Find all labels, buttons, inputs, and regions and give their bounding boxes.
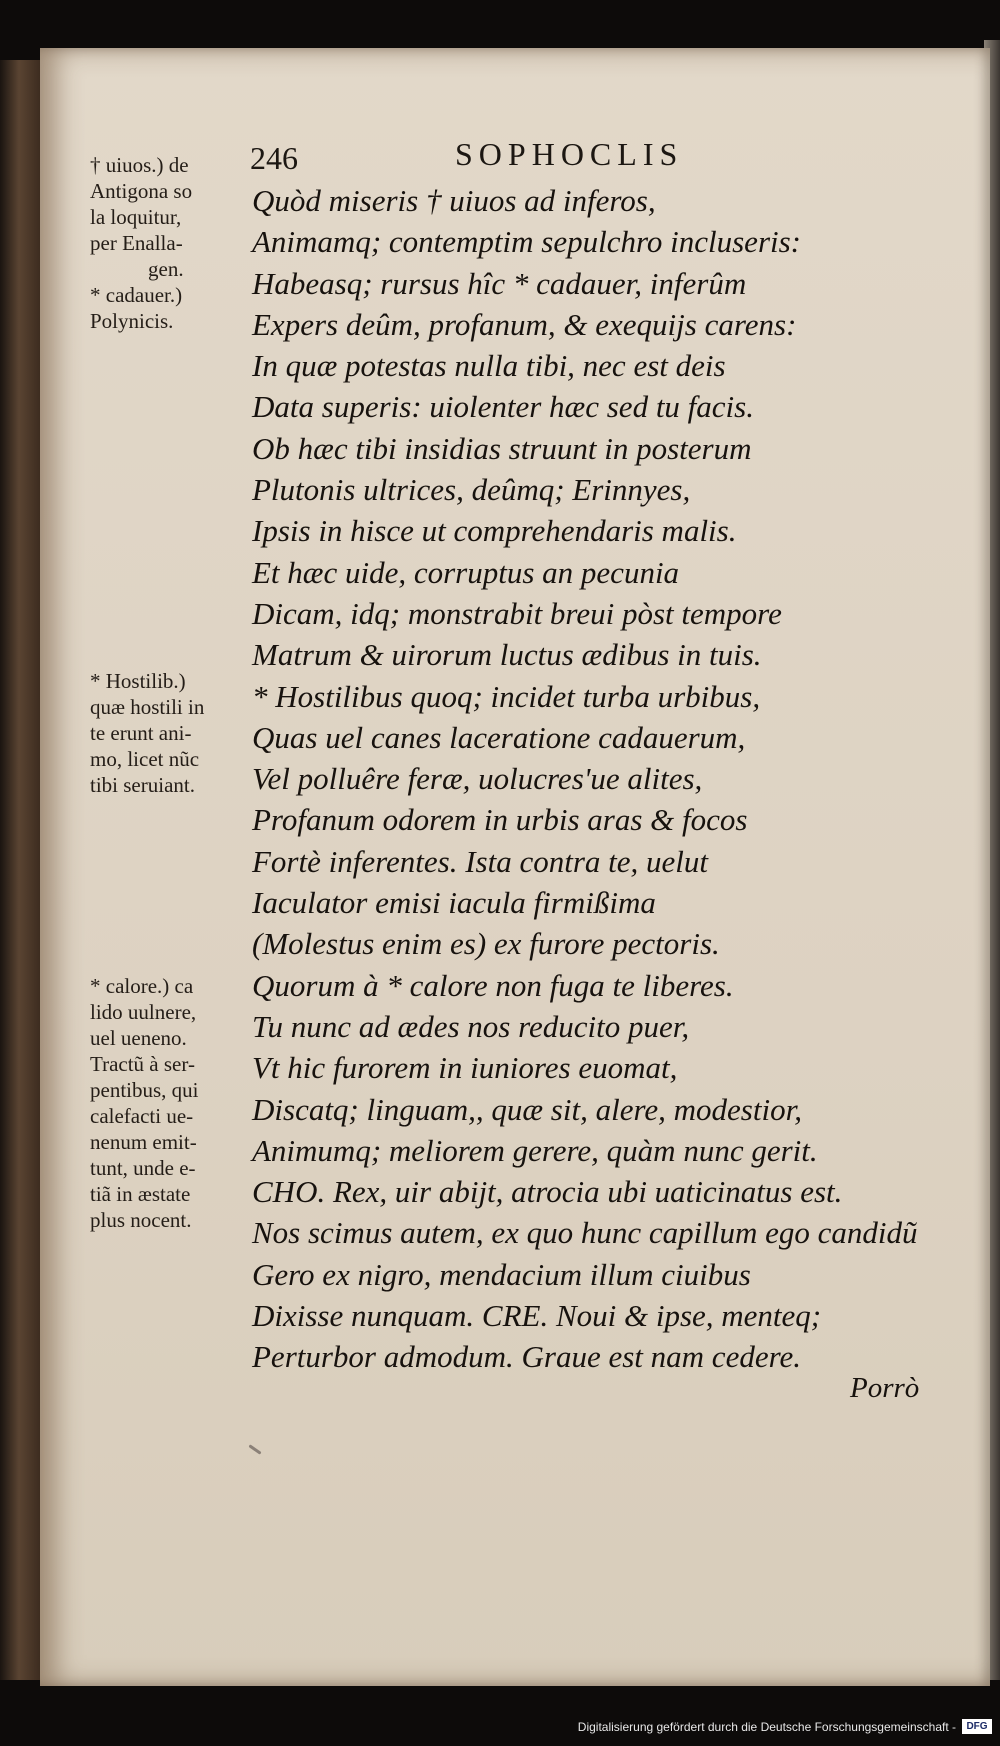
note-line: tibi seruiant. [90, 773, 195, 797]
note-line: * Hostilib.) [90, 669, 186, 693]
note-line: lido uulnere, [90, 1000, 197, 1024]
note-line: plus nocent. [90, 1208, 192, 1232]
note-line: uel ueneno. [90, 1026, 187, 1050]
verse-line: Iaculator emisi iacula firmißima [252, 885, 656, 921]
book-spine [0, 60, 42, 1680]
verse-line: Et hæc uide, corruptus an pecunia [252, 554, 680, 590]
note-line: † uiuos.) de [90, 153, 189, 177]
verse-line: (Molestus enim es) ex furore pectoris. [252, 926, 720, 962]
verse-line: Dicam, idq; monstrabit breui pòst tempore [252, 595, 782, 631]
verse-line: Animumq; meliorem gerere, quàm nunc gerit. [252, 1132, 818, 1168]
verse-line: Discatq; linguam,, quæ sit, alere, modestior, [252, 1091, 802, 1127]
note-line: nenum emit- [90, 1130, 197, 1154]
verse-line: Data superis: uiolenter hæc sed tu facis. [252, 389, 754, 425]
verse-line: Expers deûm, profanum, & exequijs carens: [252, 306, 797, 342]
running-head: SOPHOCLIS [455, 136, 684, 172]
note-line: gen. [148, 257, 184, 281]
note-line: mo, licet nũc [90, 747, 200, 771]
note-line: * calore.) ca [90, 974, 194, 998]
verse-line: Vt hic furorem in iuniores euomat, [252, 1050, 678, 1086]
verse-line: Habeasq; rursus hîc * cadauer, inferûm [252, 265, 747, 301]
note-line: tunt, unde e- [90, 1156, 196, 1180]
note-line: te erunt ani- [90, 721, 192, 745]
page-number: 246 [250, 140, 298, 176]
note-line: Tractũ à ser- [90, 1052, 195, 1076]
note-line: calefacti ue- [90, 1104, 194, 1128]
verse-line: In quæ potestas nulla tibi, nec est deis [252, 348, 726, 384]
marginal-note-hostilib [90, 668, 250, 798]
verse-line: Quas uel canes laceratione cadauerum, [252, 719, 746, 755]
note-line: tiã in æstate [90, 1182, 191, 1206]
marginal-note-uiuos [90, 152, 250, 334]
verse-line: Ob hæc tibi insidias struunt in posterum [252, 430, 752, 466]
verse-line: Quorum à * calore non fuga te liberes. [252, 967, 734, 1003]
verse-line: Plutonis ultrices, deûmq; Erinnyes, [252, 472, 691, 508]
verse-line: * Hostilibus quoq; incidet turba urbibus, [252, 678, 761, 714]
verse-block [252, 180, 952, 1378]
note-line: pentibus, qui [90, 1078, 199, 1102]
verse-line: Gero ex nigro, mendacium illum ciuibus [252, 1256, 751, 1292]
verse-line: Quòd miseris † uiuos ad inferos, [252, 183, 656, 218]
note-line: per Enalla- [90, 231, 183, 255]
note-line: Polynicis. [90, 309, 174, 333]
verse-line: Ipsis in hisce ut comprehendaris malis. [252, 513, 737, 549]
verse-line: Vel polluêre feræ, uolucres'ue alites, [252, 761, 703, 797]
note-line: Antigona so [90, 179, 193, 203]
verse-line: CHO. Rex, uir abijt, atrocia ubi uaticinatus est. [252, 1174, 843, 1210]
verse-line: Perturbor admodum. Graue est nam cedere. [252, 1339, 802, 1375]
note-line: * cadauer.) [90, 283, 183, 307]
verse-line: Profanum odorem in urbis aras & focos [252, 802, 748, 838]
verse-line: Nos scimus autem, ex quo hunc capillum ego candidũ [252, 1215, 918, 1251]
funding-credit: Digitalisierung gefördert durch die Deutsche Forschungsgemeinschaft - [577, 1720, 956, 1734]
verse-line: Fortè inferentes. Ista contra te, uelut [252, 843, 709, 879]
marginal-note-calore [90, 973, 250, 1233]
verse-line: Tu nunc ad ædes nos reducito puer, [252, 1008, 690, 1044]
verse-line: Dixisse nunquam. CRE. Noui & ipse, menteq; [252, 1298, 822, 1334]
note-line: la loquitur, [90, 205, 182, 229]
catchword: Porrò [850, 1372, 920, 1404]
dfg-logo: DFG [962, 1719, 992, 1734]
verse-line: Animamq; contemptim sepulchro incluseris: [252, 224, 802, 260]
note-line: quæ hostili in [90, 695, 205, 719]
digitization-footer [0, 1714, 1000, 1746]
verse-line: Matrum & uirorum luctus ædibus in tuis. [252, 637, 762, 673]
